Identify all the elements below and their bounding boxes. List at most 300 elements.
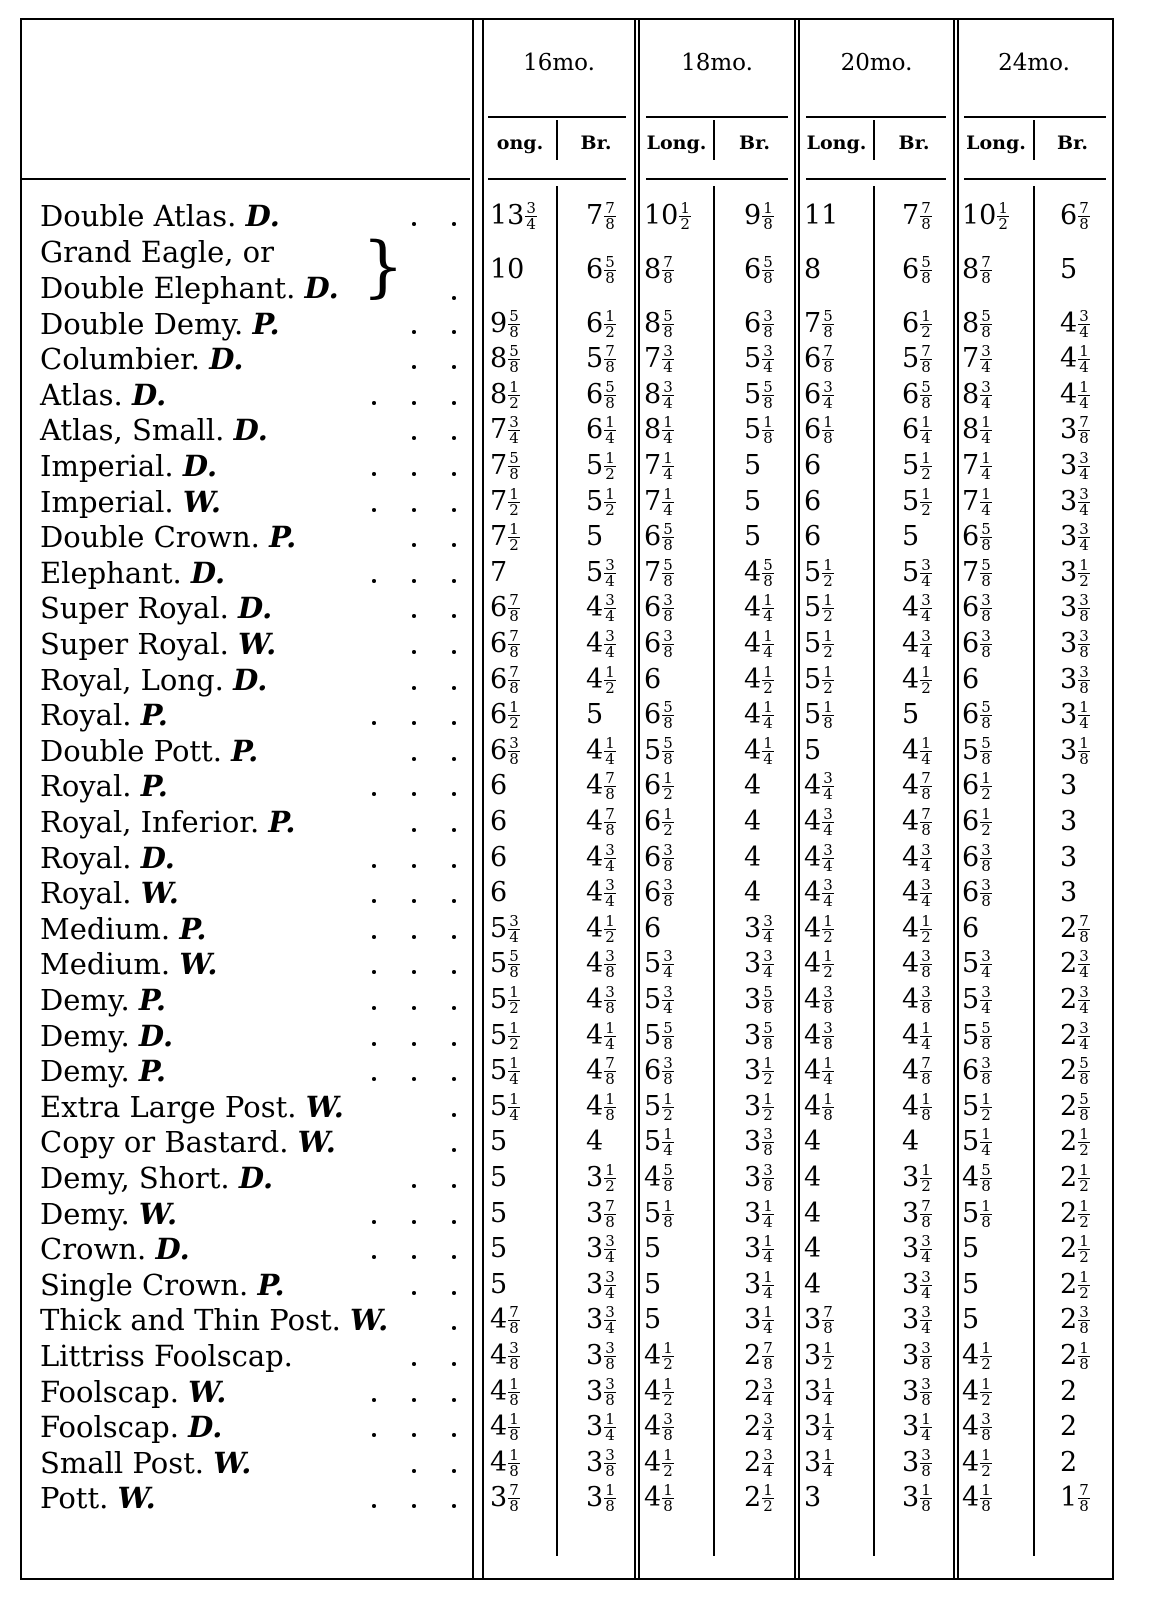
fraction: $\frac{3}{8}$ (981, 876, 991, 911)
value-text: 4 $\frac{1}{4}$ (744, 733, 773, 768)
value-text: 5 $\frac{1}{8}$ (962, 1196, 991, 1231)
paper-name: Royal. D. (40, 840, 175, 875)
leader-dot (412, 1042, 416, 1046)
value-text: 3 $\frac{1}{4}$ (804, 1410, 833, 1445)
value-text: 3 $\frac{1}{8}$ (586, 1481, 615, 1516)
dimension-cell (804, 412, 834, 448)
leader-dot (452, 935, 456, 939)
dimension-cell (644, 1124, 674, 1160)
value-text: 4 $\frac{7}{8}$ (902, 1054, 931, 1089)
dimension-cell (490, 1196, 507, 1232)
leader-dot (412, 614, 416, 618)
value-text: 2 $\frac{3}{4}$ (744, 1374, 773, 1409)
dimension-cell (490, 1160, 507, 1196)
fraction: $\frac{1}{4}$ (763, 1303, 773, 1338)
dimension-cell (902, 1267, 932, 1303)
dimension-cell (586, 1445, 616, 1481)
value-text: 2 $\frac{3}{8}$ (1060, 1303, 1089, 1338)
dimension-cell (902, 1124, 919, 1160)
dimension-cell (586, 662, 616, 698)
fraction: $\frac{7}{8}$ (763, 1339, 773, 1373)
fraction: $\frac{3}{8}$ (663, 627, 673, 661)
value-text: 5 (962, 1304, 980, 1336)
value-text: 3 $\frac{1}{4}$ (902, 1410, 931, 1445)
value-text: 6 $\frac{1}{2}$ (962, 769, 991, 804)
dimension-cell (804, 1089, 834, 1125)
value-text: 5 $\frac{1}{4}$ (490, 1089, 519, 1124)
value-text: 3 $\frac{1}{2}$ (804, 1339, 833, 1373)
dimension-cell (490, 198, 537, 234)
paper-name: Thick and Thin Post. W. (40, 1303, 389, 1338)
maker-mark: P. (257, 1267, 285, 1302)
dimension-cell (644, 1089, 674, 1125)
dimension-cell (744, 555, 774, 591)
dimension-cell (962, 1409, 992, 1445)
dimension-cell (644, 306, 674, 342)
fraction: $\frac{3}{8}$ (921, 1445, 931, 1480)
fraction: $\frac{5}{8}$ (663, 1161, 673, 1195)
dimension-cell (586, 1196, 616, 1232)
dimension-cell (586, 448, 616, 484)
value-text: 7 $\frac{3}{4}$ (490, 413, 519, 448)
dimension-cell (644, 412, 674, 448)
value-text: 5 $\frac{1}{2}$ (490, 1018, 519, 1053)
fraction: $\frac{1}{4}$ (981, 1125, 991, 1160)
fraction: $\frac{5}{8}$ (509, 947, 519, 982)
dimension-cell (644, 484, 674, 520)
value-text: 3 $\frac{1}{8}$ (902, 1481, 931, 1516)
dimension-cell (586, 626, 616, 662)
maker-mark: P. (138, 1054, 166, 1089)
value-text: 5 $\frac{1}{2}$ (644, 1089, 673, 1124)
dimension-cell (490, 768, 507, 804)
dimension-cell (586, 1231, 616, 1267)
value-text: 3 $\frac{5}{8}$ (744, 983, 773, 1017)
value-text: 6 $\frac{3}{8}$ (962, 591, 991, 626)
value-text: 6 $\frac{3}{8}$ (644, 627, 673, 661)
leader-dot (412, 1255, 416, 1259)
value-text: 3 $\frac{3}{8}$ (1060, 591, 1089, 626)
dimension-cell (644, 555, 674, 591)
fraction: $\frac{1}{2}$ (680, 199, 690, 233)
fraction: $\frac{3}{4}$ (763, 947, 773, 982)
value-text: 3 $\frac{3}{4}$ (902, 1232, 931, 1267)
value-text: 2 $\frac{3}{4}$ (1060, 1018, 1089, 1053)
dimension-cell (644, 982, 674, 1018)
leader-dot (452, 757, 456, 761)
paper-name: Imperial. D. (40, 449, 218, 483)
value-text: 2 $\frac{7}{8}$ (744, 1339, 773, 1373)
table-row (0, 1231, 1154, 1267)
dimension-cell (586, 1267, 616, 1303)
fraction: $\frac{3}{4}$ (921, 840, 931, 875)
paper-name (40, 234, 339, 306)
fraction: $\frac{1}{4}$ (763, 1232, 773, 1267)
fraction: $\frac{1}{2}$ (663, 1339, 673, 1373)
fraction: $\frac{1}{2}$ (605, 1161, 615, 1195)
leader-dot (452, 864, 456, 868)
value-text: 5 $\frac{7}{8}$ (902, 342, 931, 377)
value-text: 4 (902, 1126, 920, 1158)
dimension-cell (902, 484, 932, 520)
fraction: $\frac{3}{4}$ (823, 805, 833, 839)
fraction: $\frac{5}{8}$ (605, 252, 615, 287)
dimension-cell (1060, 804, 1077, 840)
value-text: 4 $\frac{3}{4}$ (804, 840, 833, 875)
value-text: 8 $\frac{1}{4}$ (962, 413, 991, 448)
dimension-cell (1060, 412, 1090, 448)
dimension-cell (490, 1480, 520, 1516)
leader-dot (452, 1326, 456, 1330)
value-text: 3 $\frac{3}{8}$ (744, 1125, 773, 1160)
dimension-cell (490, 662, 520, 698)
value-text: 5 $\frac{3}{4}$ (902, 555, 931, 590)
dimension-cell (1060, 1445, 1077, 1481)
fraction: $\frac{3}{8}$ (921, 1374, 931, 1409)
fraction: $\frac{3}{4}$ (605, 1267, 615, 1302)
fraction: $\frac{5}{8}$ (663, 1018, 673, 1053)
table-row (0, 1196, 1154, 1232)
fraction: $\frac{3}{4}$ (921, 555, 931, 590)
fraction: $\frac{5}{8}$ (763, 1018, 773, 1053)
dimension-cell (1060, 1089, 1090, 1125)
dimension-cell (902, 1445, 932, 1481)
value-text: 3 $\frac{1}{4}$ (744, 1196, 773, 1231)
dimension-cell (962, 626, 992, 662)
dimension-cell (1060, 555, 1090, 591)
table-row (0, 1124, 1154, 1160)
dimension-cell (644, 1409, 674, 1445)
value-text: 4 $\frac{1}{4}$ (586, 733, 615, 768)
fraction: $\frac{3}{8}$ (1079, 1303, 1089, 1338)
dimension-cell (804, 1302, 834, 1338)
subheader-breadth: Br. (1057, 132, 1088, 154)
fraction: $\frac{5}{8}$ (981, 1018, 991, 1053)
dimension-cell (490, 1267, 507, 1303)
value-text: 8 $\frac{5}{8}$ (490, 342, 519, 377)
value-text: 4 $\frac{1}{4}$ (1060, 342, 1089, 377)
fraction: $\frac{1}{2}$ (921, 662, 931, 697)
fraction: $\frac{5}{8}$ (509, 449, 519, 483)
dimension-cell (902, 377, 932, 413)
maker-mark: W. (238, 627, 277, 661)
header-bottom-rule (22, 178, 470, 180)
dimension-cell (962, 911, 979, 947)
fraction: $\frac{3}{8}$ (605, 1374, 615, 1409)
value-text: 3 $\frac{1}{4}$ (1060, 698, 1089, 733)
dimension-cell (744, 1160, 774, 1196)
fraction: $\frac{1}{8}$ (981, 1481, 991, 1516)
value-text: 4 $\frac{7}{8}$ (586, 769, 615, 804)
value-text: 6 $\frac{3}{8}$ (490, 733, 519, 768)
fraction: $\frac{7}{8}$ (605, 199, 615, 233)
value-text: 7 $\frac{1}{4}$ (644, 449, 673, 483)
value-text: 4 $\frac{1}{4}$ (744, 627, 773, 661)
dimension-cell (490, 1445, 520, 1481)
value-text: 4 $\frac{7}{8}$ (902, 769, 931, 804)
leader-dot (452, 614, 456, 618)
fraction: $\frac{3}{8}$ (981, 1054, 991, 1089)
value-text: 6 $\frac{1}{2}$ (586, 306, 615, 341)
fraction: $\frac{7}{8}$ (1079, 1481, 1089, 1516)
value-text: 3 (1060, 770, 1078, 802)
leader-dot (412, 436, 416, 440)
leader-dot (452, 1148, 456, 1152)
fraction: $\frac{5}{8}$ (509, 306, 519, 341)
dimension-cell (902, 982, 932, 1018)
dimension-cell (1060, 448, 1090, 484)
value-text: 7 $\frac{3}{4}$ (644, 342, 673, 377)
leader-dot (412, 1433, 416, 1437)
dimension-cell (586, 840, 616, 876)
dimension-cell (804, 1018, 834, 1054)
fraction: $\frac{1}{2}$ (823, 911, 833, 946)
dimension-cell (962, 519, 992, 555)
value-text: 3 $\frac{1}{4}$ (744, 1267, 773, 1302)
dimension-cell (744, 198, 774, 234)
value-text: 3 $\frac{1}{4}$ (744, 1232, 773, 1267)
value-text: 5 (902, 521, 920, 553)
leader-dot (412, 970, 416, 974)
fraction: $\frac{1}{2}$ (921, 1161, 931, 1195)
value-text: 5 $\frac{3}{4}$ (744, 342, 773, 377)
fraction: $\frac{7}{8}$ (921, 769, 931, 804)
dimension-cell (804, 306, 834, 342)
dimension-cell (804, 982, 834, 1018)
value-text: 4 $\frac{1}{2}$ (586, 911, 615, 946)
value-text: 4 $\frac{3}{4}$ (902, 627, 931, 661)
maker-mark: D. (304, 270, 339, 305)
value-text: 5 (962, 1268, 980, 1300)
paper-name: Extra Large Post. W. (40, 1089, 344, 1124)
leader-dot (372, 1077, 376, 1081)
value-text: 3 $\frac{1}{8}$ (1060, 733, 1089, 768)
maker-mark: D. (190, 555, 226, 590)
value-text: 2 $\frac{1}{8}$ (1060, 1339, 1089, 1373)
value-text: 7 $\frac{5}{8}$ (644, 555, 673, 590)
fraction: $\frac{1}{2}$ (605, 449, 615, 483)
fraction: $\frac{5}{8}$ (663, 555, 673, 590)
value-text: 2 $\frac{3}{4}$ (744, 1445, 773, 1480)
dimension-cell (744, 1231, 774, 1267)
value-text: 6 (490, 877, 508, 909)
dimension-cell (804, 946, 834, 982)
leader-dot (452, 401, 456, 405)
value-text: 4 $\frac{1}{4}$ (902, 733, 931, 768)
leader-dot (372, 472, 376, 476)
leader-dot (412, 401, 416, 405)
dimension-cell (1060, 1409, 1077, 1445)
fraction: $\frac{3}{8}$ (605, 947, 615, 982)
table-row (0, 875, 1154, 911)
value-text: 6 $\frac{1}{4}$ (586, 413, 615, 448)
fraction: $\frac{1}{4}$ (1079, 377, 1089, 412)
value-text: 3 $\frac{7}{8}$ (490, 1481, 519, 1516)
fraction: $\frac{7}{8}$ (605, 1054, 615, 1089)
dimension-cell (586, 519, 603, 555)
value-text: 4 $\frac{1}{8}$ (586, 1089, 615, 1124)
fraction: $\frac{7}{8}$ (823, 342, 833, 377)
table-row (0, 626, 1154, 662)
fraction: $\frac{1}{2}$ (1079, 555, 1089, 590)
value-text: 6 $\frac{1}{2}$ (644, 769, 673, 804)
dimension-cell (586, 982, 616, 1018)
value-text: 3 $\frac{1}{4}$ (804, 1445, 833, 1480)
value-text: 1 $\frac{7}{8}$ (1060, 1481, 1089, 1516)
value-text: 3 $\frac{3}{8}$ (744, 1161, 773, 1195)
value-text: 6 (804, 485, 822, 517)
fraction: $\frac{1}{2}$ (823, 1339, 833, 1373)
dimension-cell (490, 875, 507, 911)
leader-dot (452, 970, 456, 974)
value-text: 5 $\frac{3}{4}$ (586, 555, 615, 590)
format-header-18mo: 18mo. (681, 50, 753, 76)
value-text: 3 $\frac{1}{4}$ (586, 1410, 615, 1445)
dimension-cell (744, 1445, 774, 1481)
dimension-cell (644, 840, 674, 876)
dimension-cell (804, 198, 838, 234)
value-text: 8 $\frac{7}{8}$ (962, 252, 991, 287)
fraction: $\frac{5}{8}$ (763, 377, 773, 412)
paper-name: Pott. W. (40, 1481, 156, 1516)
leader-dot (412, 757, 416, 761)
dimension-cell (644, 1302, 661, 1338)
value-text: 5 $\frac{1}{2}$ (804, 662, 833, 697)
fraction: $\frac{1}{4}$ (823, 1374, 833, 1409)
value-text: 2 (1060, 1375, 1078, 1407)
leader-dot (412, 543, 416, 547)
value-text: 10 $\frac{1}{2}$ (962, 199, 1008, 233)
dimension-cell (586, 804, 616, 840)
value-text: 4 (804, 1233, 822, 1265)
value-text: 4 $\frac{1}{4}$ (586, 1018, 615, 1053)
value-text: 5 (744, 521, 762, 553)
leader-dot (412, 222, 416, 226)
paper-name: Double Crown. P. (40, 520, 297, 555)
dimension-cell (586, 697, 603, 733)
fraction: $\frac{3}{4}$ (981, 983, 991, 1017)
fraction: $\frac{1}{4}$ (981, 413, 991, 448)
value-text: 4 $\frac{1}{4}$ (744, 591, 773, 626)
format-header-24mo: 24mo. (998, 50, 1070, 76)
fraction: $\frac{7}{8}$ (1079, 911, 1089, 946)
value-text: 6 $\frac{3}{8}$ (644, 1054, 673, 1089)
value-text: 4 (804, 1126, 822, 1158)
dimension-cell (586, 1409, 616, 1445)
dimension-cell (902, 626, 932, 662)
maker-mark: W. (350, 1303, 389, 1338)
value-text: 6 $\frac{3}{8}$ (962, 840, 991, 875)
leader-dot (452, 650, 456, 654)
dimension-cell (744, 982, 774, 1018)
dimension-cell (1060, 198, 1090, 234)
fraction: $\frac{1}{2}$ (823, 627, 833, 661)
fraction: $\frac{5}{8}$ (763, 555, 773, 590)
table-row (0, 555, 1154, 591)
dimension-cell (490, 412, 520, 448)
fraction: $\frac{1}{4}$ (823, 1410, 833, 1445)
value-text: 2 $\frac{3}{4}$ (1060, 947, 1089, 982)
dimension-cell (1060, 1338, 1090, 1374)
paper-name: Super Royal. W. (40, 627, 277, 661)
brace-glyph: } (362, 228, 404, 305)
value-text: 3 $\frac{3}{8}$ (1060, 662, 1089, 697)
leader-dot (412, 1362, 416, 1366)
dimension-cell (644, 626, 674, 662)
header-bottom-rule (964, 178, 1106, 180)
fraction: $\frac{3}{8}$ (981, 840, 991, 875)
value-text: 2 $\frac{3}{4}$ (1060, 983, 1089, 1017)
leader-dot (372, 935, 376, 939)
value-text: 4 $\frac{3}{8}$ (586, 983, 615, 1017)
value-text: 4 $\frac{1}{2}$ (644, 1339, 673, 1373)
paper-name: Columbier. D. (40, 342, 244, 377)
fraction: $\frac{1}{4}$ (663, 413, 673, 448)
fraction: $\frac{3}{4}$ (1079, 1018, 1089, 1053)
dimension-cell (744, 1267, 774, 1303)
dimension-cell (804, 1480, 821, 1516)
dimension-cell (804, 1160, 821, 1196)
dimension-cell (902, 1018, 932, 1054)
value-text: 5 $\frac{3}{4}$ (644, 983, 673, 1017)
dimension-cell (1060, 1302, 1090, 1338)
dimension-cell (804, 768, 834, 804)
value-text: 3 $\frac{3}{8}$ (902, 1445, 931, 1480)
dimension-cell (962, 946, 992, 982)
dimension-cell (586, 911, 616, 947)
dimension-cell (1060, 1480, 1090, 1516)
dimension-cell (804, 662, 834, 698)
value-text: 8 $\frac{3}{4}$ (644, 377, 673, 412)
fraction: $\frac{1}{8}$ (663, 1481, 673, 1516)
dimension-cell (490, 804, 507, 840)
value-text: 4 $\frac{3}{4}$ (1060, 306, 1089, 341)
dimension-cell (804, 377, 834, 413)
dimension-cell (586, 1053, 616, 1089)
dimension-cell (1060, 1018, 1090, 1054)
value-text: 4 $\frac{1}{8}$ (490, 1410, 519, 1445)
value-text: 4 (804, 1268, 822, 1300)
dimension-cell (744, 804, 761, 840)
value-text: 2 $\frac{1}{2}$ (1060, 1267, 1089, 1302)
dimension-cell (644, 519, 674, 555)
fraction: $\frac{3}{8}$ (823, 983, 833, 1017)
value-text: 10 (490, 253, 525, 285)
value-text: 7 $\frac{7}{8}$ (586, 199, 615, 233)
fraction: $\frac{7}{8}$ (921, 199, 931, 233)
value-text: 6 (962, 912, 980, 944)
dimension-cell (490, 1018, 520, 1054)
fraction: $\frac{1}{2}$ (981, 1445, 991, 1480)
dimension-cell (644, 946, 674, 982)
fraction: $\frac{1}{2}$ (605, 911, 615, 946)
table-row (0, 1409, 1154, 1445)
dimension-cell (902, 662, 932, 698)
maker-mark: W. (305, 1089, 344, 1124)
table-row (0, 982, 1154, 1018)
value-text: 2 $\frac{5}{8}$ (1060, 1054, 1089, 1089)
fraction: $\frac{3}{4}$ (1079, 520, 1089, 555)
table-row (0, 341, 1154, 377)
dimension-cell (586, 1018, 616, 1054)
leader-dot (412, 365, 416, 369)
fraction: $\frac{3}{4}$ (1079, 306, 1089, 341)
dimension-cell (902, 519, 919, 555)
value-text: 5 $\frac{5}{8}$ (644, 1018, 673, 1053)
fraction: $\frac{1}{2}$ (981, 1089, 991, 1124)
maker-mark: W. (182, 484, 221, 519)
fraction: $\frac{1}{2}$ (823, 591, 833, 626)
